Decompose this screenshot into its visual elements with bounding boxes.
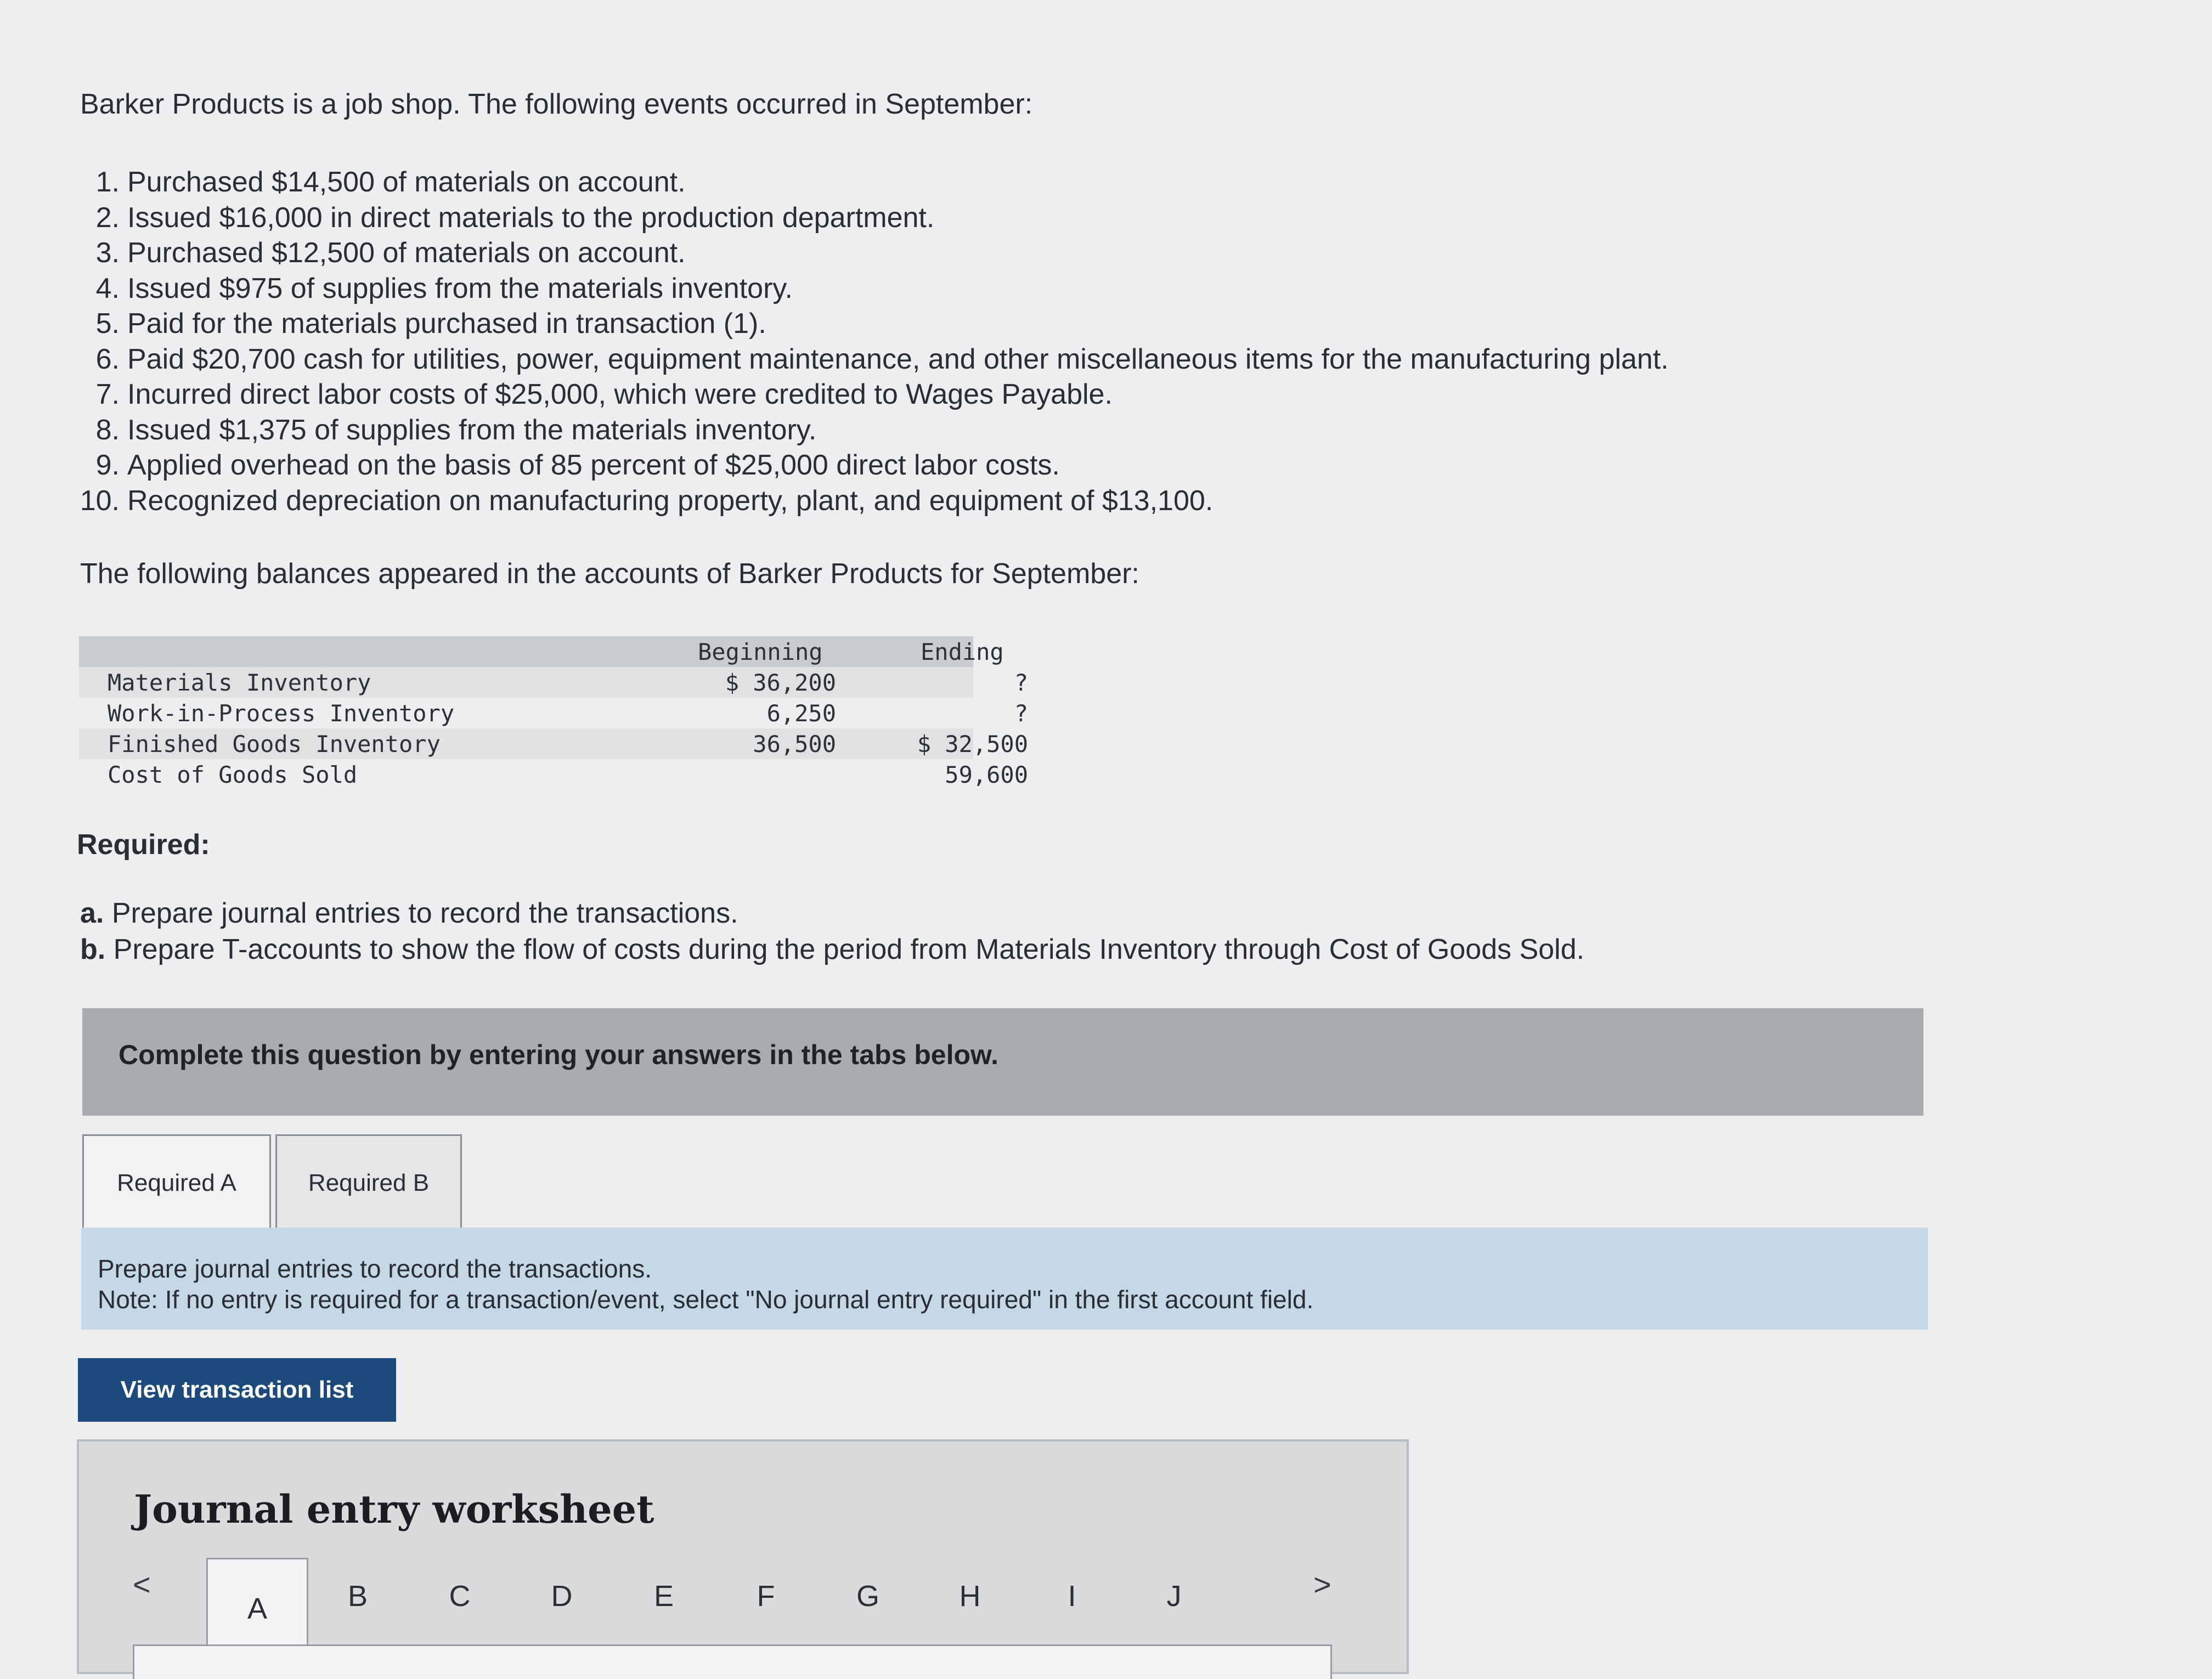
header-ending: Ending [921,638,1004,665]
transaction-tab-b[interactable]: B [347,1580,368,1613]
beginning-balance: 36,500 [753,731,836,757]
view-transaction-list-button[interactable]: View transaction list [78,1358,396,1422]
balances-intro: The following balances appeared in the accounts of Barker Products for September: [80,558,1139,590]
transaction-tab-f[interactable]: F [757,1580,775,1613]
transaction-tab-e[interactable]: E [653,1580,674,1613]
required-heading: Required: [77,829,210,861]
ending-balance: $ 32,500 [917,731,1028,757]
problem-intro: Barker Products is a job shop. The following events occurred in September: [80,88,1033,120]
event-list [71,165,1669,518]
tab-instructions [81,1228,1928,1330]
balances-header-row [79,636,1004,667]
account-name: Work-in-Process Inventory [108,700,455,727]
instruction-line: Prepare journal entries to record the transactions. [98,1254,652,1283]
event-item: 6. Paid $20,700 cash for utilities, power, equipment maintenance, and other miscellaneous items for the manufacturing plant. [95,343,1669,375]
event-item: 5. Paid for the materials purchased in transaction (1). [95,308,766,340]
event-item: 10. Recognized depreciation on manufacturing property, plant, and equipment of $13,100. [80,484,1214,517]
event-item: 7. Incurred direct labor costs of $25,000, which were credited to Wages Payable. [95,378,1113,410]
tab-required-a[interactable]: Required A [82,1134,271,1232]
transaction-tab-g[interactable]: G [856,1580,879,1613]
event-item: 3. Purchased $12,500 of materials on account. [95,237,686,269]
table-row [79,728,1028,759]
ending-balance: 59,600 [945,761,1028,788]
transaction-tab-c[interactable]: C [449,1580,471,1613]
worksheet-entry-panel [133,1644,1332,1679]
transaction-tab-d[interactable]: D [551,1580,573,1613]
table-row [79,759,1028,790]
worksheet-title: Journal entry worksheet [134,1486,654,1532]
event-item: 2. Issued $16,000 in direct materials to the production department. [95,201,935,234]
instruction-banner [82,1008,1923,1116]
chevron-left-icon[interactable]: < [133,1567,151,1602]
transaction-tab-h[interactable]: H [959,1580,981,1613]
required-list [80,895,1584,968]
instruction-note: Note: If no entry is required for a transaction/event, select "No journal entry required" in the first account field. [98,1285,1314,1314]
event-item: 9. Applied overhead on the basis of 85 percent of $25,000 direct labor costs. [95,449,1060,481]
required-item-a: a. Prepare journal entries to record the transactions. [80,897,738,929]
table-row [79,698,1028,728]
account-name: Materials Inventory [108,669,371,696]
transaction-tab-j[interactable]: J [1166,1580,1182,1613]
event-item: 1. Purchased $14,500 of materials on account. [95,166,686,198]
transaction-tab-i[interactable]: I [1068,1580,1076,1613]
beginning-balance: 6,250 [766,700,836,727]
tab-required-b[interactable]: Required B [275,1134,462,1232]
ending-balance: ? [1014,669,1028,696]
required-item-b: b. Prepare T-accounts to show the flow of costs during the period from Materials Inventory through Cost of Goods Sold. [80,934,1584,965]
beginning-balance: $ 36,200 [725,669,836,696]
event-item: 8. Issued $1,375 of supplies from the materials inventory. [95,414,817,446]
header-beginning: Beginning [698,638,823,665]
table-row [79,667,1028,698]
account-name: Cost of Goods Sold [108,761,358,788]
journal-entry-worksheet [77,1439,1409,1674]
event-item: 4. Issued $975 of supplies from the materials inventory. [95,272,793,304]
chevron-right-icon[interactable]: > [1313,1567,1331,1602]
account-name: Finished Goods Inventory [108,731,441,757]
banner-text: Complete this question by entering your answers in the tabs below. [119,1039,998,1070]
balances-table [79,636,1028,790]
transaction-tab-a[interactable]: A [206,1558,308,1658]
ending-balance: ? [1014,700,1028,727]
